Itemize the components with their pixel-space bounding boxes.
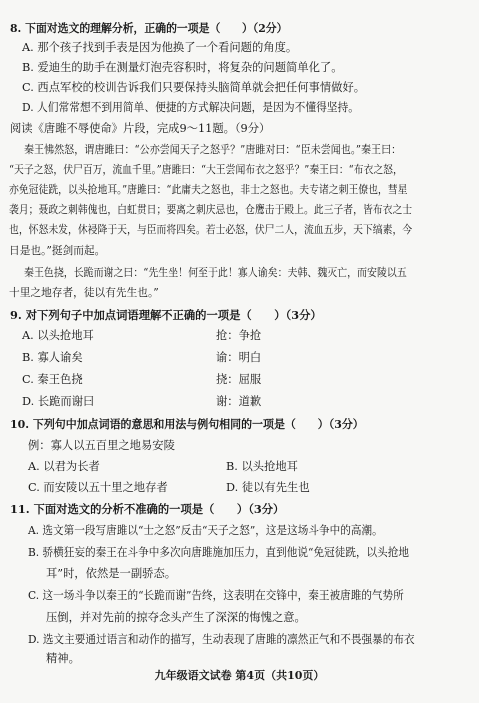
q9-option-a-meaning: 抢：争抢 (216, 329, 262, 342)
passage-line: 秦王怫然怒，谓唐雎曰：“公亦尝闻天子之怒乎？”唐雎对曰：“臣未尝闻也。”秦王曰： (24, 143, 402, 156)
passage-line: 亦免冠徒跣，以头抢地耳。”唐雎曰：“此庸夫之怒也，非士之怒也。夫专诸之刺王僚也，彗星 (9, 183, 408, 196)
q11-option-d-cont: 精神。 (46, 652, 80, 665)
q11-option-d: D. 选文主要通过语言和动作的描写，生动表现了唐雎的凛然正气和不畏强暴的布衣 (28, 633, 415, 646)
question-9: 9. 对下列句子中加点词语理解不正确的一项是（ ）（3分） (10, 308, 322, 322)
q9-option-d: D. 长跪而谢曰 (22, 395, 95, 408)
q10-option-a: A. 以君为长者 (28, 460, 100, 473)
page-footer: 九年级语文试卷 第4页（共10页） (154, 669, 325, 682)
passage-line: 袭月；聂政之刺韩傀也，白虹贯日；要离之刺庆忌也，仓鹰击于殿上。此三子者，皆布衣之士 (9, 203, 413, 216)
passage-line: 秦王色挠，长跪而谢之曰：“先生坐！何至于此！寡人谕矣：夫韩、魏灭亡，而安陵以五 (24, 266, 407, 279)
q9-option-a: A. 以头抢地耳 (22, 329, 94, 342)
passage-line: “天子之怒，伏尸百万，流血千里。”唐雎曰：“大王尝闻布衣之怒乎？”秦王曰：“布衣之怒， (9, 163, 403, 176)
q8-option-d: D. 人们常常想不到用简单、便捷的方式解决问题，是因为不懂得坚持。 (22, 101, 360, 114)
q10-option-c: C. 而安陵以五十里之地存者 (28, 481, 168, 494)
q10-option-b: B. 以头抢地耳 (226, 460, 298, 473)
q8-option-b: B. 爱迪生的助手在测量灯泡壳容积时，将复杂的问题简单化了。 (22, 61, 343, 74)
q10-option-d: D. 徒以有先生也 (226, 481, 310, 494)
question-11: 11. 下面对选文的分析不准确的一项是（ ）（3分） (10, 502, 285, 516)
q10-example: 例：寡人以五百里之地易安陵 (28, 439, 175, 452)
q11-option-a: A. 选文第一段写唐雎以“士之怒”反击“天子之怒”，这是这场斗争中的高潮。 (28, 524, 383, 537)
question-10: 10. 下列句中加点词语的意思和用法与例句相同的一项是（ ）（3分） (10, 417, 364, 431)
passage-line: 也，怀怒未发，休祲降于天，与臣而将四矣。若士必怒，伏尸二人，流血五步，天下缟素，今 (9, 223, 413, 236)
q9-option-c-meaning: 挠：屈服 (216, 373, 262, 386)
q9-option-d-meaning: 谢：道歉 (216, 395, 262, 408)
q9-option-b-meaning: 谕：明白 (216, 351, 262, 364)
q11-option-c: C. 这一场斗争以秦王的“长跪而谢”告终，这表明在交锋中，秦王被唐雎的气势所 (28, 589, 404, 602)
passage-line: 十里之地存者，徒以有先生也。” (9, 286, 159, 299)
q8-option-a: A. 那个孩子找到手表是因为他换了一个看问题的角度。 (22, 41, 298, 54)
q11-option-b: B. 骄横狂妄的秦王在斗争中多次向唐雎施加压力，直到他说“免冠徒跣，以头抢地 (28, 546, 410, 559)
q11-option-b-cont: 耳”时，依然是一副骄态。 (46, 567, 177, 580)
passage-line: 日是也。”挺剑而起。 (9, 244, 106, 257)
q8-option-c: C. 西点军校的校训告诉我们只要保持头脑简单就会把任何事情做好。 (22, 81, 366, 94)
q9-option-b: B. 寡人谕矣 (22, 351, 83, 364)
reading-instruction: 阅读《唐雎不辱使命》片段，完成9～11题。（9分） (10, 122, 271, 135)
question-8 (10, 21, 299, 35)
q9-option-c: C. 秦王色挠 (22, 373, 83, 386)
q11-option-c-cont: 压倒，并对先前的掠夺念头产生了深深的悔愧之意。 (46, 611, 306, 624)
question-8-text: 8. 下面对选文的理解分析，正确的一项是（ ）（2分） (10, 21, 288, 35)
